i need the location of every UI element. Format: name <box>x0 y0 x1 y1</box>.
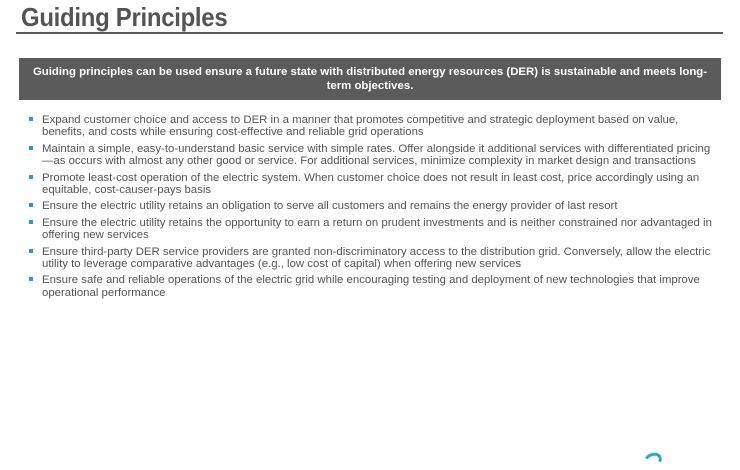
list-item <box>29 200 719 212</box>
square-bullet-icon <box>29 175 33 179</box>
list-item-text: Ensure safe and reliable operations of the electric grid while encouraging testing and deployment of new technologies that improve operational performance <box>42 274 700 299</box>
square-bullet-icon <box>29 203 33 207</box>
summary-banner: Guiding principles can be used ensure a future state with distributed energy resources (DER) is sustainable and meets long-term objectives. <box>19 58 721 100</box>
square-bullet-icon <box>29 277 33 281</box>
list-item <box>29 172 719 197</box>
square-bullet-icon <box>29 249 33 253</box>
list-item-text: Expand customer choice and access to DER in a manner that promotes competitive and strategic deployment based on value, benefits, and costs while ensuring cost-effective and reliable grid operations <box>42 114 679 139</box>
list-item <box>29 114 719 139</box>
square-bullet-icon <box>29 220 33 224</box>
list-item <box>29 217 719 242</box>
list-item-text: Ensure the electric utility retains the opportunity to earn a return on prudent investments and is neither constrained nor advantaged in offering new services <box>42 216 712 242</box>
page-title: Guiding Principles <box>21 2 228 32</box>
square-bullet-icon <box>29 146 33 150</box>
list-item <box>29 246 719 271</box>
list-item-text: Ensure third-party DER service providers are granted non-discriminatory access to the distribution grid. Conversely, allow the electric utility to leverage comparative advantages (e.g., low cost of capital) when offering new services <box>42 245 711 271</box>
title-divider <box>16 32 723 34</box>
principles-list <box>29 114 719 303</box>
list-item-text: Promote least-cost operation of the electric system. When customer choice does not result in least cost, price accordingly using an equitable, cost-causer-pays basis <box>42 171 700 197</box>
logo-fragment-icon <box>642 450 664 469</box>
square-bullet-icon <box>29 117 33 121</box>
list-item-text: Maintain a simple, easy-to-understand basic service with simple rates. Offer alongside it additional services with differentiated pricing—as occurs with almost any other good or service. For additional services, minimize complexity in market design and transactions <box>42 142 711 168</box>
list-item <box>29 143 719 168</box>
list-item-text: Ensure the electric utility retains an obligation to serve all customers and remains the energy provider of last resort <box>42 200 618 213</box>
list-item <box>29 274 719 299</box>
